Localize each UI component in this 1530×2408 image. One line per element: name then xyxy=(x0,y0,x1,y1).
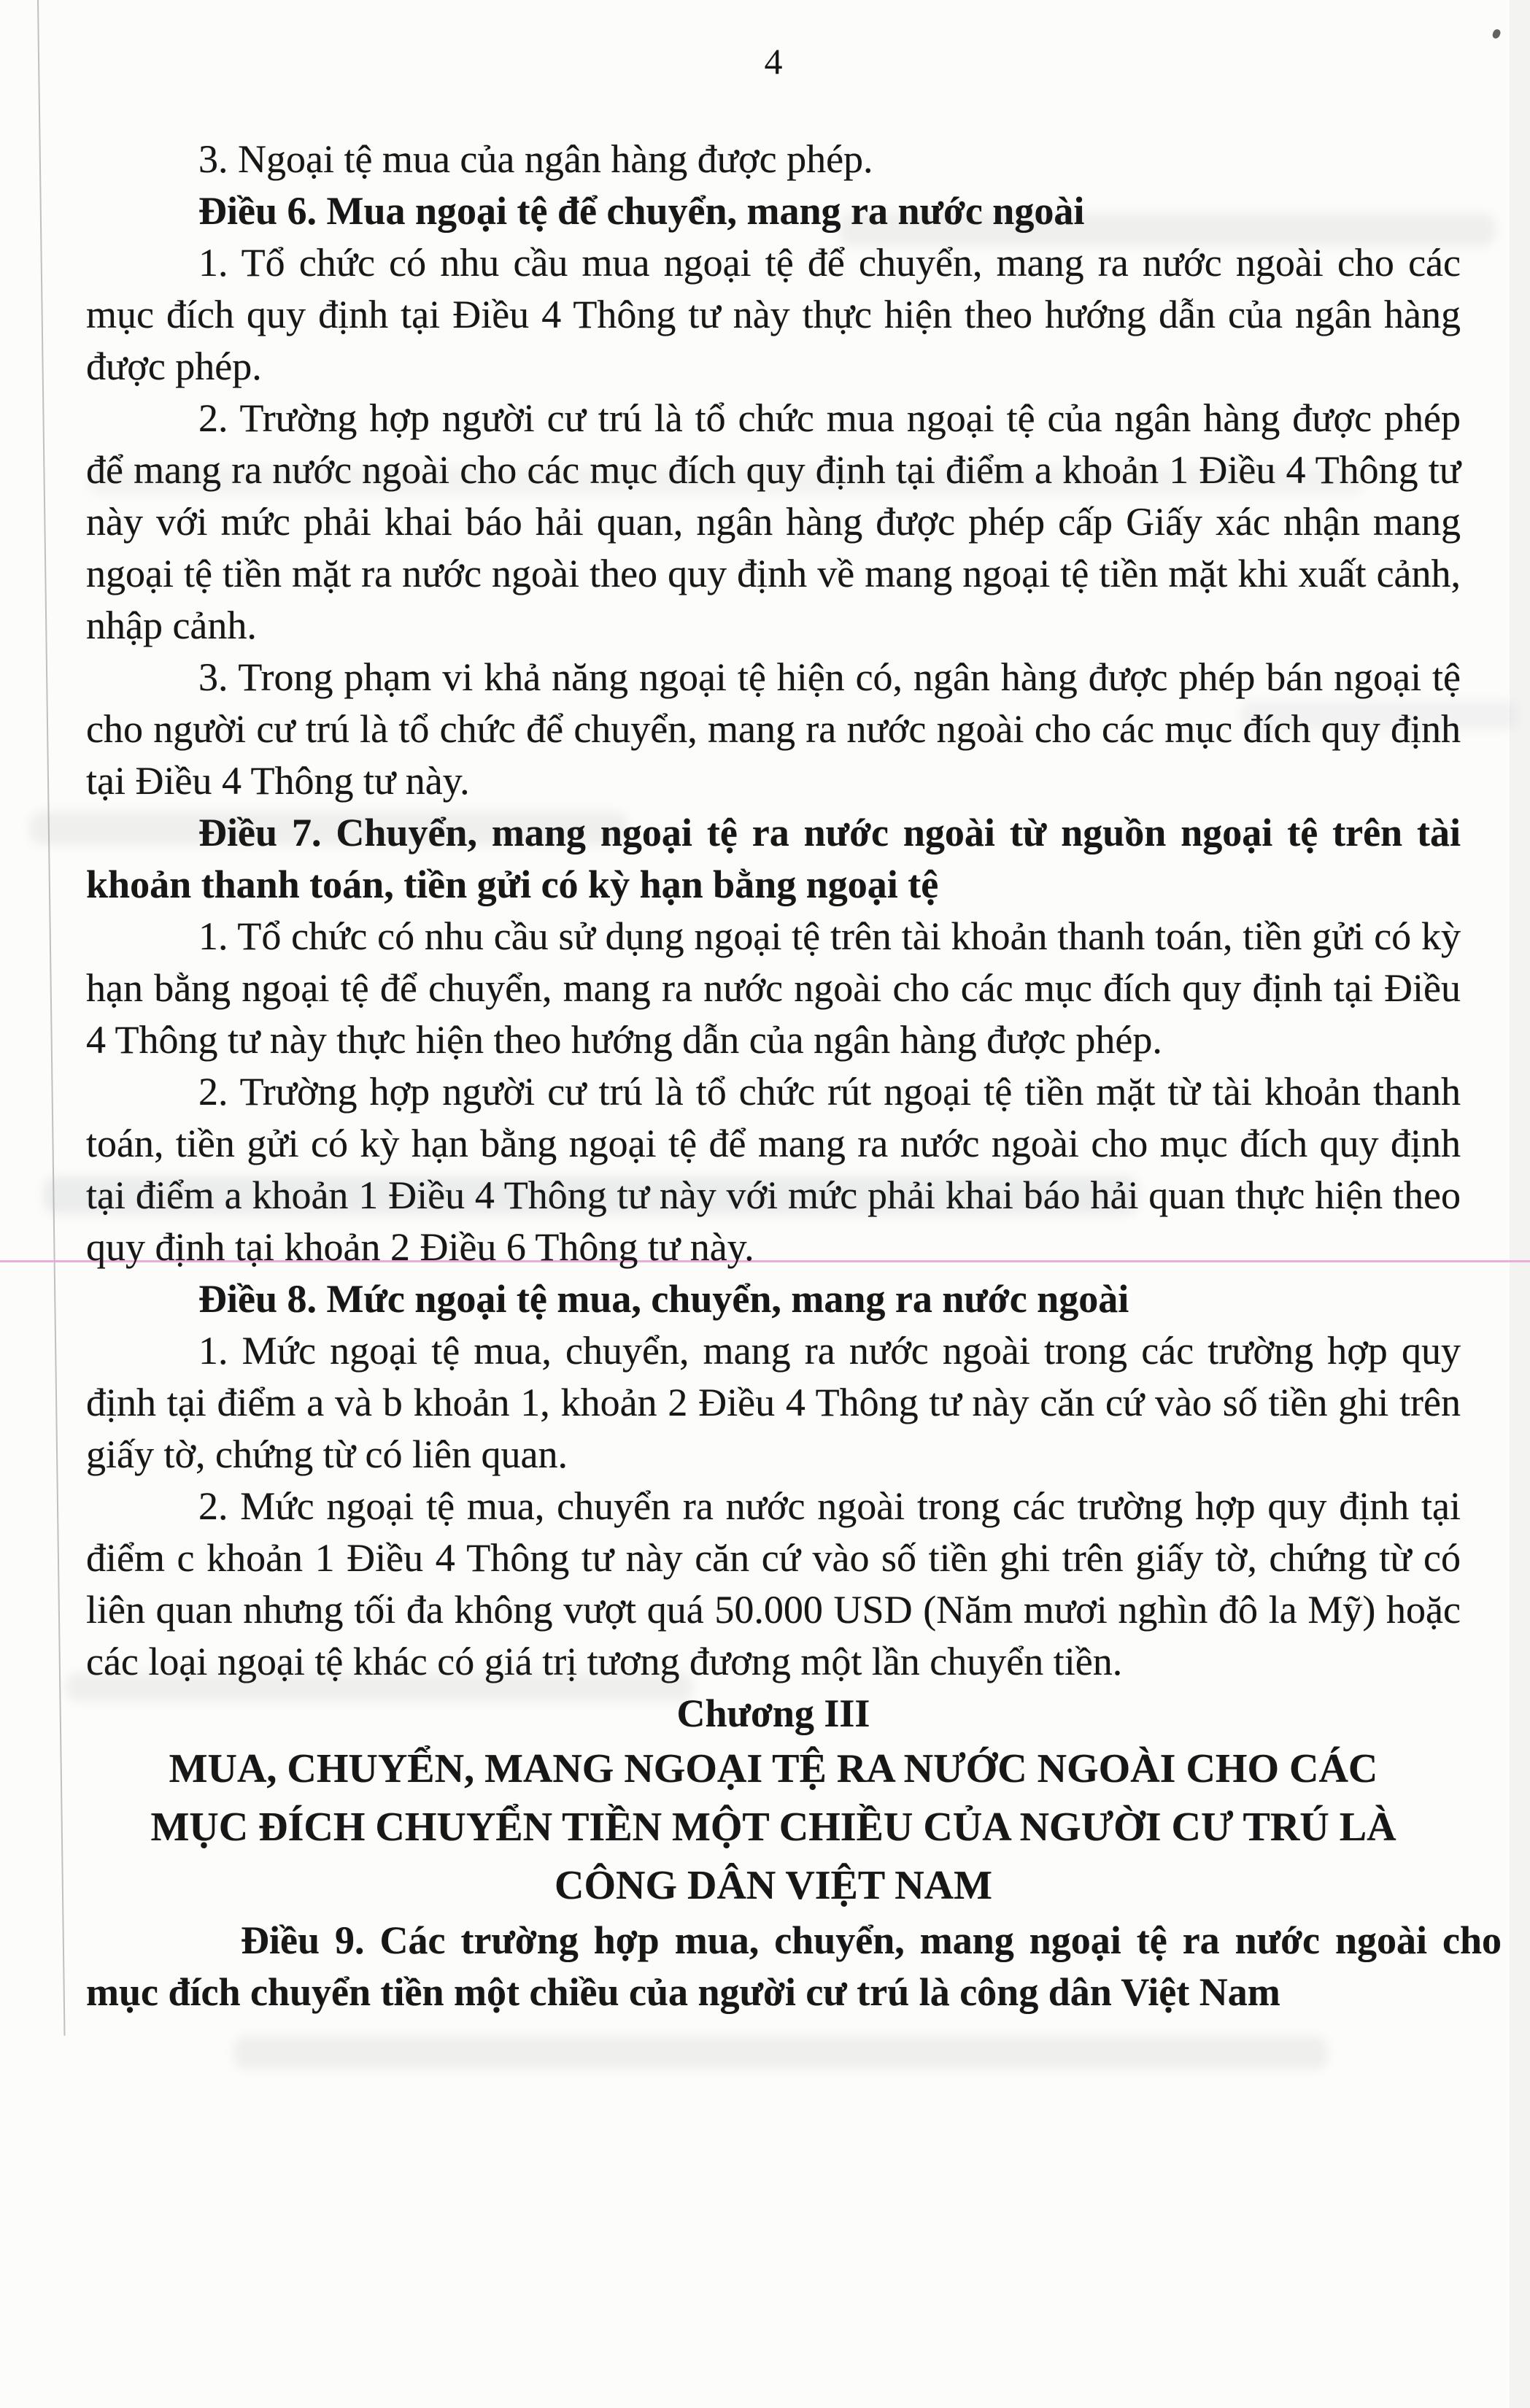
article-9-heading: Điều 9. Các trường hợp mua, chuyển, mang ngoại tệ ra nước ngoài cho mục đích chuyển tiền một chiều của người cư trú là công dân Việt Nam xyxy=(86,1918,1502,2014)
article-7-clause-1: 1. Tổ chức có nhu cầu sử dụng ngoại tệ trên tài khoản thanh toán, tiền gửi có kỳ hạn bằng ngoại tệ để chuyển, mang ra nước ngoài cho các mục đích quy định tại Điều 4 Thông tư này thực hiện theo hướng dẫn của ngân hàng được phép. xyxy=(86,914,1461,1062)
article-6-clause-1: 1. Tổ chức có nhu cầu mua ngoại tệ để chuyển, mang ra nước ngoài cho các mục đích quy định tại Điều 4 Thông tư này thực hiện theo hướng dẫn của ngân hàng được phép. xyxy=(86,241,1461,388)
clause-text: 3. Ngoại tệ mua của ngân hàng được phép. xyxy=(198,137,873,181)
ink-speck xyxy=(1491,28,1502,39)
document-body xyxy=(86,134,1502,2018)
scan-smudge xyxy=(233,2036,1328,2069)
article-8-clause-1: 1. Mức ngoại tệ mua, chuyển, mang ra nước ngoài trong các trường hợp quy định tại điểm a và b khoản 1, khoản 2 Điều 4 Thông tư này căn cứ vào số tiền ghi trên giấy tờ, chứng từ có liên quan. xyxy=(86,1329,1461,1476)
chapter-3-label: Chương III xyxy=(676,1691,870,1735)
article-7-clause-2: 2. Trường hợp người cư trú là tổ chức rút ngoại tệ tiền mặt từ tài khoản thanh toán, tiền gửi có kỳ hạn bằng ngoại tệ để mang ra nước ngoài cho mục đích quy định tại điểm a khoản 1 Điều 4 Thông tư này với mức phải khai báo hải quan thực hiện theo quy định tại khoản 2 Điều 6 Thông tư này. xyxy=(86,1070,1461,1269)
article-6-heading: Điều 6. Mua ngoại tệ để chuyển, mang ra nước ngoài xyxy=(198,189,1085,233)
chapter-3-title: MUA, CHUYỂN, MANG NGOẠI TỆ RA NƯỚC NGOÀI CHO CÁC MỤC ĐÍCH CHUYỂN TIỀN MỘT CHIỀU CỦA NGƯỜI CƯ TRÚ LÀ CÔNG DÂN VIỆT NAM xyxy=(150,1746,1396,1908)
scan-edge-line xyxy=(37,0,66,2036)
article-6-clause-2: 2. Trường hợp người cư trú là tổ chức mua ngoại tệ của ngân hàng được phép để mang ra nước ngoài cho các mục đích quy định tại điểm a khoản 1 Điều 4 Thông tư này với mức phải khai báo hải quan, ngân hàng được phép cấp Giấy xác nhận mang ngoại tệ tiền mặt ra nước ngoài theo quy định về mang ngoại tệ tiền mặt khi xuất cảnh, nhập cảnh. xyxy=(86,396,1461,647)
page-number: 4 xyxy=(764,41,783,82)
article-7-heading: Điều 7. Chuyển, mang ngoại tệ ra nước ngoài từ nguồn ngoại tệ trên tài khoản thanh toán, tiền gửi có kỳ hạn bằng ngoại tệ xyxy=(86,811,1461,906)
article-8-clause-2: 2. Mức ngoại tệ mua, chuyển ra nước ngoài trong các trường hợp quy định tại điểm c khoản 1 Điều 4 Thông tư này căn cứ vào số tiền ghi trên giấy tờ, chứng từ có liên quan nhưng tối đa không vượt quá 50.000 USD (Năm mươi nghìn đô la Mỹ) hoặc các loại ngoại tệ khác có giá trị tương đương một lần chuyển tiền. xyxy=(86,1484,1461,1683)
article-6-clause-3: 3. Trong phạm vi khả năng ngoại tệ hiện có, ngân hàng được phép bán ngoại tệ cho người cư trú là tổ chức để chuyển, mang ra nước ngoài cho các mục đích quy định tại Điều 4 Thông tư này. xyxy=(86,655,1461,803)
article-8-heading: Điều 8. Mức ngoại tệ mua, chuyển, mang ra nước ngoài xyxy=(198,1277,1129,1321)
scan-right-shade xyxy=(1510,0,1530,2408)
